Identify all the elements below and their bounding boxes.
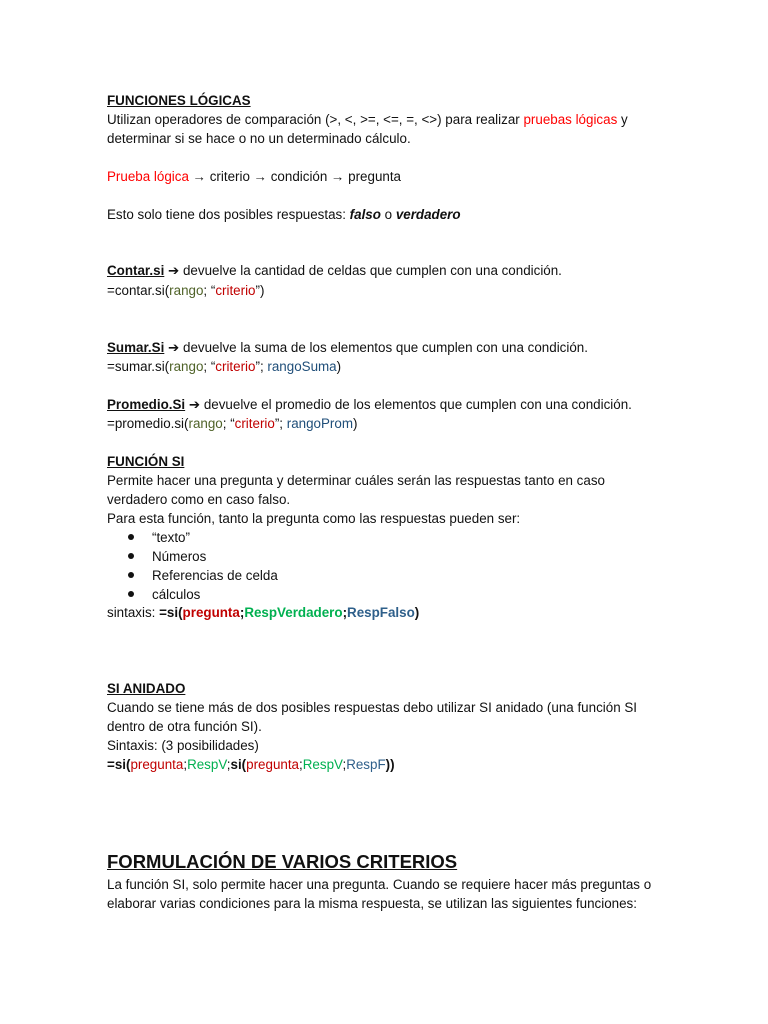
formula-resp-v: RespV — [302, 757, 343, 772]
prueba-logica-line — [107, 167, 401, 186]
formula-resp-verdadero: RespVerdadero — [244, 605, 343, 620]
text-run: Utilizan operadores de comparación (>, <, >=, <=, =, <>) para realizar — [107, 112, 524, 127]
formula-part: si( — [230, 757, 247, 772]
formula-part: ) — [353, 416, 358, 431]
text-run: devuelve el promedio de los elementos que cumplen con una condición. — [200, 397, 632, 412]
formula-rango: rango — [169, 283, 204, 298]
formula-part: ; — [299, 757, 303, 772]
falso-term: falso — [349, 207, 381, 222]
formula-rango-prom: rangoProm — [286, 416, 353, 431]
contar-si-formula — [107, 281, 264, 300]
formula-criterio: criterio — [234, 416, 275, 431]
contar-si-line — [107, 261, 562, 280]
formula-part: ) — [336, 359, 342, 374]
paragraph-line: La función SI, solo permite hacer una pregunta. Cuando se requiere hacer más preguntas o — [107, 877, 652, 892]
text-run: o — [380, 207, 396, 222]
si-anidado-formula — [107, 755, 395, 774]
heading-funcion-si: FUNCIÓN SI — [107, 454, 185, 469]
formula-part: ; “ — [203, 359, 216, 374]
text-run: → criterio → condición → pregunta — [188, 169, 402, 184]
sumar-si-formula — [107, 357, 341, 376]
promedio-si-name: Promedio.Si — [107, 397, 186, 412]
formula-part: =si( — [107, 757, 131, 772]
formula-pregunta: pregunta — [182, 605, 240, 620]
list-item: Referencias de celda — [152, 568, 278, 583]
formula-pregunta: pregunta — [130, 757, 184, 772]
formula-part: ; “ — [203, 283, 216, 298]
formula-part: ; — [342, 757, 347, 772]
list-item: Números — [152, 549, 207, 564]
prueba-logica-label: Prueba lógica — [107, 169, 189, 184]
bullet-icon — [128, 572, 134, 578]
formula-part: ; — [342, 605, 348, 620]
pruebas-logicas-highlight: pruebas lógicas — [523, 112, 618, 127]
paragraph-line: Para esta función, tanto la pregunta como las respuestas pueden ser: — [107, 511, 521, 526]
heading-varios-criterios: FORMULACIÓN DE VARIOS CRITERIOS — [107, 851, 458, 872]
formula-part: ) — [414, 605, 420, 620]
formula-part: ”; — [274, 416, 287, 431]
formula-part: =si( — [159, 605, 183, 620]
promedio-si-formula — [107, 414, 357, 433]
formula-resp-v: RespV — [187, 757, 227, 772]
bullet-icon — [128, 591, 134, 597]
formula-part: ; — [183, 757, 188, 772]
paragraph-line: Permite hacer una pregunta y determinar cuáles serán las respuestas tanto en caso — [107, 473, 605, 488]
formula-part: =sumar.si( — [107, 359, 170, 374]
paragraph-line: Cuando se tiene más de dos posibles respuestas debo utilizar SI anidado (una función SI — [107, 700, 638, 715]
paragraph-line — [107, 110, 628, 129]
bullet-icon — [128, 553, 134, 559]
contar-si-name: Contar.si — [107, 263, 165, 278]
sumar-si-name: Sumar.Si — [107, 340, 165, 355]
formula-resp-falso: RespFalso — [347, 605, 415, 620]
text-run: Esto solo tiene dos posibles respuestas: — [107, 207, 350, 222]
respuestas-line — [107, 205, 461, 224]
formula-criterio: criterio — [215, 283, 256, 298]
formula-part: ”; — [255, 359, 268, 374]
heading-funciones-logicas: FUNCIONES LÓGICAS — [107, 93, 251, 108]
formula-part: =contar.si( — [107, 283, 170, 298]
formula-part: ; — [239, 605, 245, 620]
arrow-right-icon: ➔ — [168, 340, 180, 355]
arrow-right-icon: ➔ — [188, 397, 201, 412]
paragraph-line: Sintaxis: (3 posibilidades) — [107, 738, 259, 753]
formula-resp-f: RespF — [346, 757, 386, 772]
text-run: y — [617, 112, 628, 127]
formula-part: =promedio.si( — [107, 416, 189, 431]
paragraph-line: determinar si se hace o no un determinado cálculo. — [107, 131, 411, 146]
formula-part: )) — [385, 757, 395, 772]
list-item: cálculos — [152, 587, 201, 602]
bullet-icon — [128, 534, 134, 540]
text-run: devuelve la suma de los elementos que cumplen con una condición. — [179, 340, 588, 355]
formula-part: ”) — [255, 283, 265, 298]
promedio-si-line — [107, 395, 632, 414]
formula-rango: rango — [169, 359, 204, 374]
formula-pregunta: pregunta — [246, 757, 300, 772]
sintaxis-label: sintaxis: — [107, 605, 160, 620]
formula-criterio: criterio — [215, 359, 256, 374]
list-item: “texto” — [152, 530, 190, 545]
arrow-right-icon: ➔ — [168, 263, 180, 278]
sumar-si-line — [107, 338, 588, 357]
formula-part: ; “ — [222, 416, 235, 431]
formula-part: ; — [226, 757, 231, 772]
heading-si-anidado: SI ANIDADO — [107, 681, 186, 696]
paragraph-line: elaborar varias condiciones para la misma respuesta, se utilizan las siguientes funciones: — [107, 896, 637, 911]
sintaxis-line — [107, 603, 419, 622]
text-run: devuelve la cantidad de celdas que cumplen con una condición. — [179, 263, 562, 278]
paragraph-line: dentro de otra función SI). — [107, 719, 262, 734]
formula-rango: rango — [188, 416, 223, 431]
paragraph-line: verdadero como en caso falso. — [107, 492, 291, 507]
verdadero-term: verdadero — [395, 207, 461, 222]
formula-rango-suma: rangoSuma — [267, 359, 337, 374]
